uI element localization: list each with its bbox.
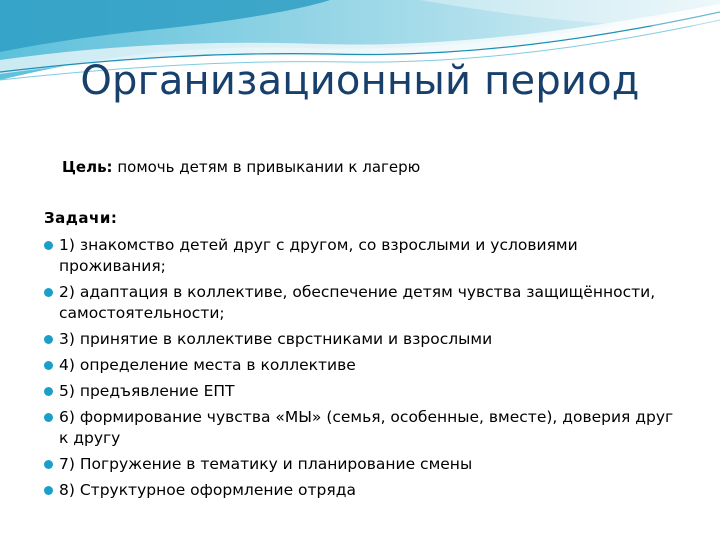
bullet-icon xyxy=(44,387,53,396)
list-item xyxy=(44,407,684,449)
task-text: 6) формирование чувства «МЫ» (семья, особенные, вместе), доверия друг к другу xyxy=(59,408,674,447)
list-item xyxy=(44,454,684,475)
tasks-list xyxy=(44,235,684,506)
list-item xyxy=(44,480,684,501)
task-text: 1) знакомство детей друг с другом, со взрослыми и условиями проживания; xyxy=(59,236,578,275)
task-text: 8) Структурное оформление отряда xyxy=(59,481,356,499)
goal-line xyxy=(62,158,420,176)
task-text: 7) Погружение в тематику и планирование смены xyxy=(59,455,473,473)
bullet-icon xyxy=(44,288,53,297)
list-item xyxy=(44,381,684,402)
bullet-icon xyxy=(44,413,53,422)
bullet-icon xyxy=(44,335,53,344)
task-text: 5) предъявление ЕПТ xyxy=(59,382,235,400)
task-text: 3) принятие в коллективе сврстниками и взрослыми xyxy=(59,330,493,348)
bullet-icon xyxy=(44,361,53,370)
bullet-icon xyxy=(44,486,53,495)
slide-title: Организационный период xyxy=(80,58,640,104)
tasks-heading: Задачи: xyxy=(44,209,118,227)
task-text: 2) адаптация в коллективе, обеспечение детям чувства защищённости, самостоятельности; xyxy=(59,283,656,322)
list-item xyxy=(44,235,684,277)
task-text: 4) определение места в коллективе xyxy=(59,356,356,374)
bullet-icon xyxy=(44,460,53,469)
list-item xyxy=(44,282,684,324)
goal-text: помочь детям в привыкании к лагерю xyxy=(112,158,421,176)
list-item xyxy=(44,355,684,376)
list-item xyxy=(44,329,684,350)
goal-label: Цель: xyxy=(62,158,113,176)
bullet-icon xyxy=(44,241,53,250)
